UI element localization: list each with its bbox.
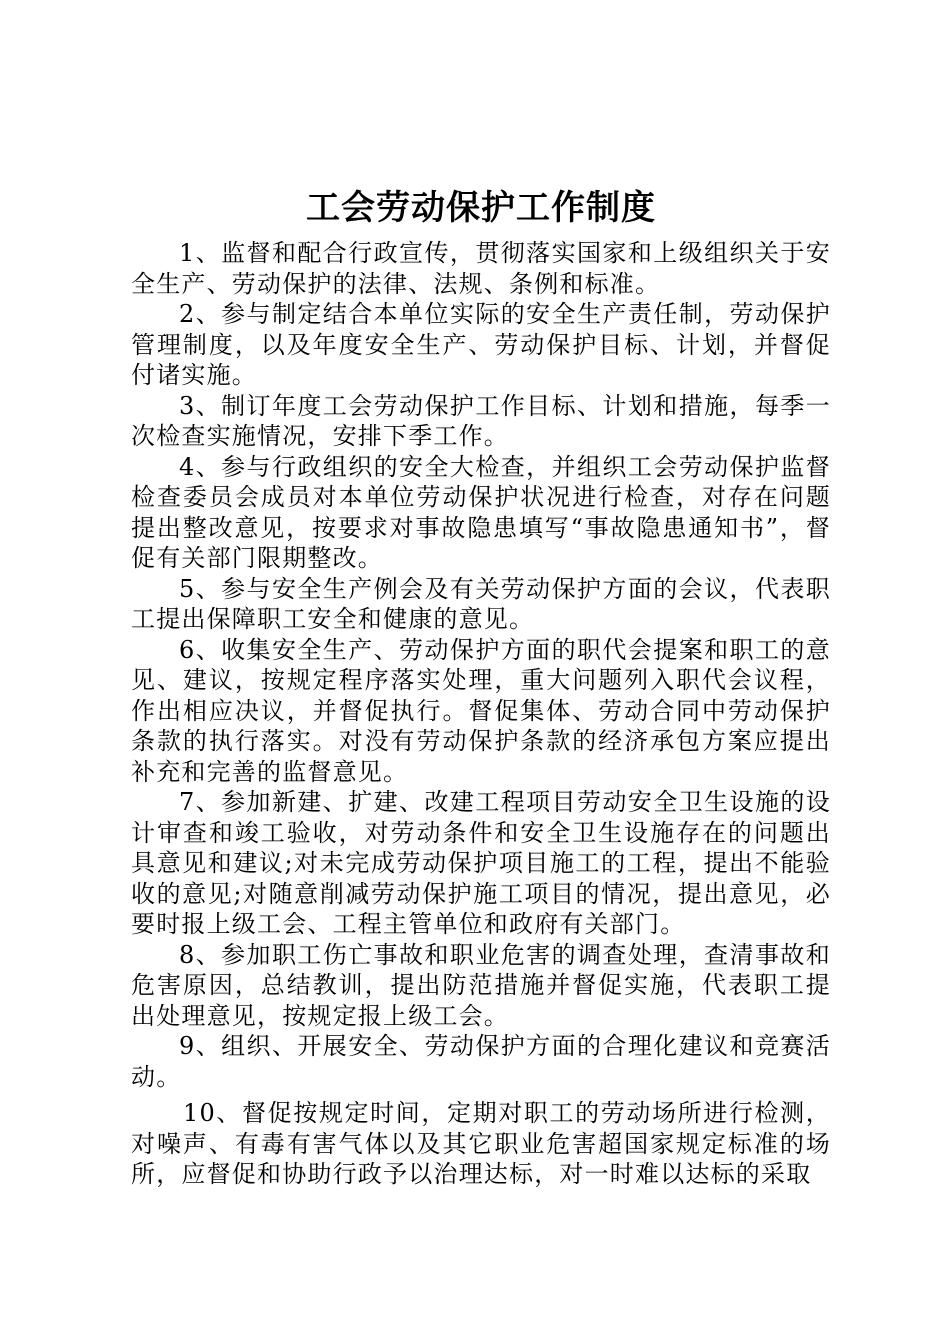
clause-5: 5、参与安全生产例会及有关劳动保护方面的会议，代表职工提出保障职工安全和健康的意见。: [131, 574, 831, 633]
clause-2: 2、参与制定结合本单位实际的安全生产责任制，劳动保护管理制度，以及年度安全生产、劳动保护目标、计划，并督促付诸实施。: [131, 300, 831, 389]
clause-7: 7、参加新建、扩建、改建工程项目劳动安全卫生设施的设计审查和竣工验收，对劳动条件和安全卫生设施存在的问题出具意见和建议;对未完成劳动保护项目施工的工程，提出不能验收的意见;对随意削减劳动保护施工项目的情况，提出意见，必要时报上级工会、工程主管单位和政府有关部门。: [131, 788, 831, 938]
clause-10: 10、督促按规定时间，定期对职工的劳动场所进行检测，对噪声、有毒有害气体以及其它职业危害超国家规定标准的场所，应督促和协助行政予以治理达标，对一时难以达标的采取: [131, 1099, 831, 1188]
document-title: 工会劳动保护工作制度: [306, 188, 656, 228]
clause-8: 8、参加职工伤亡事故和职业危害的调查处理，查清事故和危害原因，总结教训，提出防范措施并督促实施，代表职工提出处理意见，按规定报上级工会。: [131, 940, 831, 1030]
clause-4: 4、参与行政组织的安全大检查，并组织工会劳动保护监督检查委员会成员对本单位劳动保护状况进行检查，对存在问题提出整改意见，按要求对事故隐患填写“事故隐患通知书”，督促有关部门限期整改。: [131, 452, 831, 572]
document-body: [131, 238, 831, 1190]
clause-3: 3、制订年度工会劳动保护工作目标、计划和措施，每季一次检查实施情况，安排下季工作。: [131, 391, 831, 450]
clause-9: 9、组织、开展安全、劳动保护方面的合理化建议和竞赛活动。: [131, 1032, 831, 1091]
clause-1: 1、监督和配合行政宣传，贯彻落实国家和上级组织关于安全生产、劳动保护的法律、法规、条例和标准。: [131, 239, 831, 298]
clause-6: 6、收集安全生产、劳动保护方面的职代会提案和职工的意见、建议，按规定程序落实处理，重大问题列入职代会议程，作出相应决议，并督促执行。督促集体、劳动合同中劳动保护条款的执行落实。对没有劳动保护条款的经济承包方案应提出补充和完善的监督意见。: [131, 635, 831, 786]
